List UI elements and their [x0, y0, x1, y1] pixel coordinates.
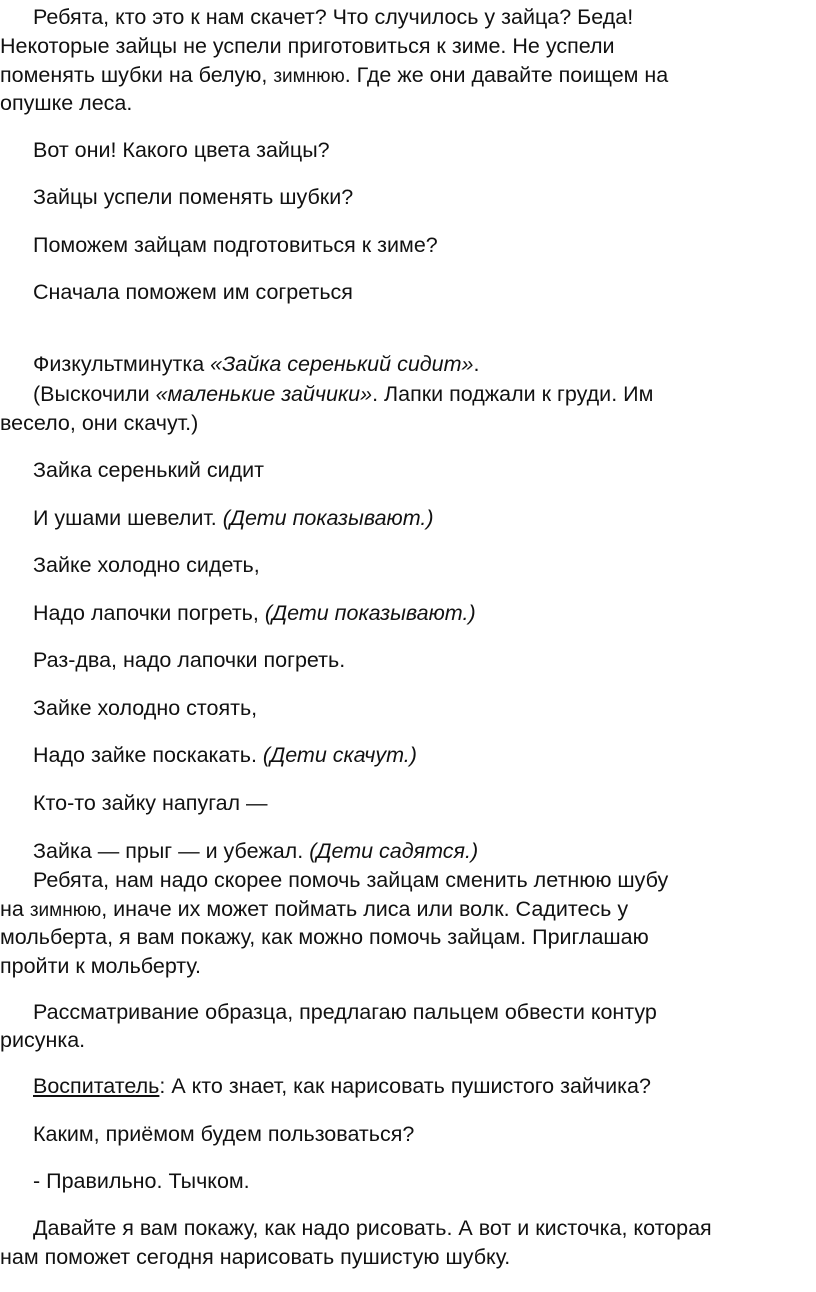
- text-span: нам поможет сегодня нарисовать пушистую шубку.: [0, 1245, 511, 1269]
- poem-line: [33, 838, 478, 864]
- paragraph-line: [33, 867, 668, 893]
- text-span: - Правильно. Тычком.: [33, 1169, 250, 1193]
- paragraph-line: [33, 1215, 712, 1241]
- text-span: «маленькие зайчики»: [155, 382, 373, 406]
- paragraph-line: [0, 924, 649, 950]
- poem-line: [33, 695, 257, 721]
- text-span: Раз-два, надо лапочки погреть.: [33, 648, 346, 672]
- text-span: рисунка.: [0, 1028, 86, 1052]
- paragraph-line: [33, 999, 657, 1025]
- poem-line: [33, 505, 434, 531]
- text-span: Вот они! Какого цвета зайцы?: [33, 138, 330, 162]
- paragraph-line: [0, 90, 132, 116]
- text-span: Рассматривание образца, предлагаю пальцем обвести контур: [33, 1000, 657, 1024]
- text-span: Зайке холодно сидеть,: [33, 553, 260, 577]
- text-span: (Дети показывают.): [264, 601, 476, 625]
- text-span: Ребята, нам надо скорее помочь зайцам сменить летнюю шубу: [33, 868, 669, 892]
- text-span: поменять шубки на белую,: [0, 63, 274, 87]
- paragraph-line: [0, 953, 201, 979]
- text-span: (Дети скачут.): [262, 743, 417, 767]
- text-span: Давайте я вам покажу, как надо рисовать. А вот и кисточка, которая: [33, 1216, 712, 1240]
- text-span: Некоторые зайцы не успели приготовиться к зиме. Не успели: [0, 34, 615, 58]
- text-span: Каким, приёмом будем пользоваться?: [33, 1122, 415, 1146]
- text-span: Физкультминутка: [33, 352, 211, 376]
- poem-line: [33, 552, 260, 578]
- poem-line: [33, 457, 264, 483]
- text-span: весело, они скачут.): [0, 411, 199, 435]
- paragraph-line: [33, 137, 330, 163]
- paragraph-line: [33, 4, 633, 30]
- text-span: , иначе их может поймать лиса или волк. Садитесь у: [101, 897, 629, 921]
- paragraph-line: [0, 1027, 85, 1053]
- text-span: Надо зайке поскакать.: [33, 743, 263, 767]
- text-span: «Зайка серенький сидит»: [210, 352, 474, 376]
- text-span: на: [0, 897, 30, 921]
- poem-line: [33, 600, 476, 626]
- paragraph-line: [0, 896, 628, 924]
- text-span: Поможем зайцам подготовиться к зиме?: [33, 233, 438, 257]
- paragraph-line: [0, 33, 615, 59]
- paragraph-line: [33, 1073, 651, 1099]
- text-span: мольберта, я вам покажу, как можно помочь зайцам. Приглашаю: [0, 925, 649, 949]
- text-span: . Где же они давайте поищем на: [344, 63, 669, 87]
- poem-line: [33, 790, 268, 816]
- paragraph-line: [33, 232, 438, 258]
- paragraph-line: [33, 1121, 414, 1147]
- paragraph-line: [0, 410, 198, 436]
- text-span: : А кто знает, как нарисовать пушистого зайчика?: [159, 1074, 651, 1098]
- text-span: Зайка серенький сидит: [33, 458, 265, 482]
- speaker-label: Воспитатель: [33, 1074, 160, 1098]
- text-span: (Дети показывают.): [222, 506, 434, 530]
- paragraph-line: [33, 279, 353, 305]
- text-span: пройти к мольберту.: [0, 954, 201, 978]
- paragraph-line: [33, 184, 353, 210]
- text-span: Кто-то зайку напугал —: [33, 791, 268, 815]
- text-span: Надо лапочки погреть,: [33, 601, 265, 625]
- paragraph-line: [33, 351, 479, 377]
- text-span: (Дети садятся.): [309, 839, 479, 863]
- paragraph-line: [0, 62, 668, 90]
- text-span: (Выскочили: [33, 382, 156, 406]
- text-span: И ушами шевелит.: [33, 506, 223, 530]
- text-span: Зайка — прыг — и убежал.: [33, 839, 310, 863]
- text-span: зимнюю: [29, 900, 102, 921]
- text-span: Зайке холодно стоять,: [33, 696, 258, 720]
- text-span: зимнюю: [273, 66, 345, 87]
- text-span: опушке леса.: [0, 91, 133, 115]
- text-span: Сначала поможем им согреться: [33, 280, 353, 304]
- poem-line: [33, 647, 345, 673]
- text-span: . Лапки поджали к груди. Им: [372, 382, 654, 406]
- text-span: .: [473, 352, 480, 376]
- paragraph-line: [0, 1244, 510, 1270]
- text-span: Зайцы успели поменять шубки?: [33, 185, 354, 209]
- paragraph-line: [33, 1168, 250, 1194]
- poem-line: [33, 742, 417, 768]
- text-span: Ребята, кто это к нам скачет? Что случилось у зайца? Беда!: [33, 5, 634, 29]
- paragraph-line: [33, 381, 653, 407]
